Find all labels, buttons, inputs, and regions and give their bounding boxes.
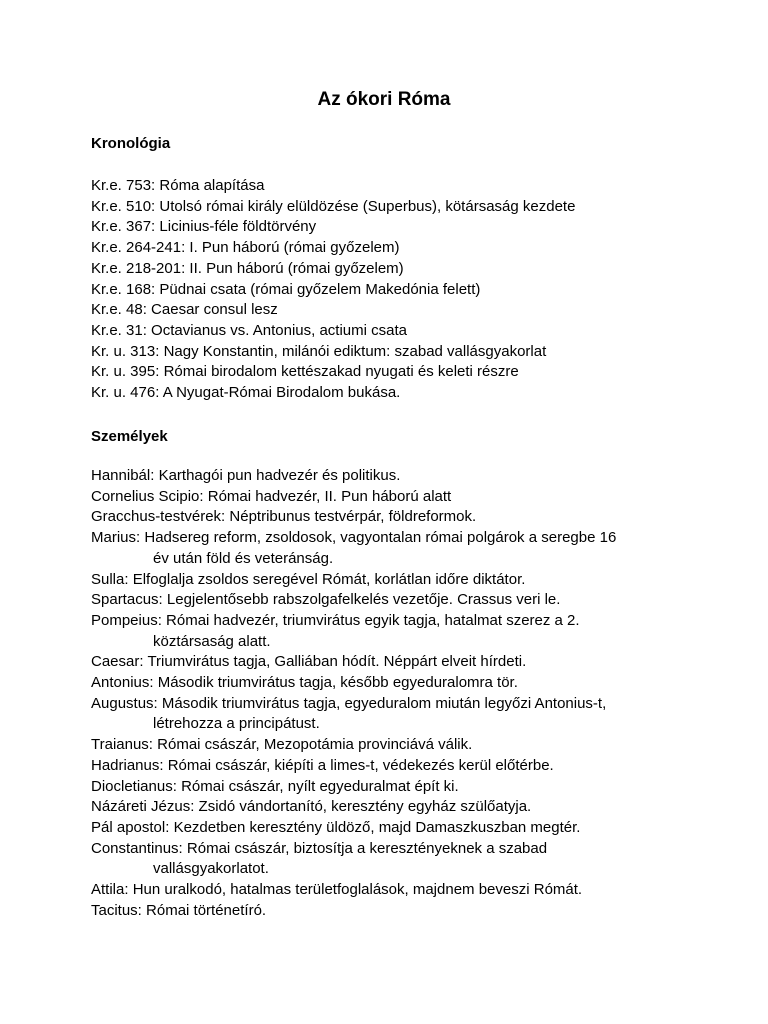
chronology-item [91, 259, 691, 280]
person-name: Názáreti Jézus: [91, 798, 195, 816]
person-description: Római császár, Mezopotámia provinciává válik. [157, 736, 473, 754]
person-description: Második triumvirátus tagja, később egyeduralomra tör. [157, 674, 518, 692]
person-item [91, 466, 691, 487]
person-name: Sulla: [91, 570, 129, 588]
chronology-date: Kr. u. 313: [91, 342, 160, 360]
person-description: Karthagói pun hadvezér és politikus. [158, 467, 401, 484]
chronology-item [91, 383, 691, 404]
chronology-text: Nagy Konstantin, milánói ediktum: szabad vallásgyakorlat [163, 342, 547, 360]
person-name: Tacitus: [91, 901, 142, 919]
person-item [91, 756, 691, 777]
person-description: Római császár, nyílt egyeduralmat épít ki. [181, 777, 459, 795]
chronology-date: Kr.e. 48: [91, 301, 147, 319]
person-description: Legjelentősebb rabszolgafelkelés vezetője. Crassus veri le. [166, 591, 561, 609]
person-name: Constantinus: [91, 839, 183, 857]
chronology-date: Kr.e. 510: [91, 197, 156, 215]
chronology-item [91, 217, 691, 238]
person-item [91, 735, 691, 756]
person-name: Traianus: [91, 736, 153, 754]
person-description: Római császár, kiépíti a limes-t, védekezés kerül előtérbe. [167, 756, 554, 774]
person-item [91, 777, 691, 798]
person-name: Spartacus: [91, 591, 163, 609]
chronology-item [91, 362, 691, 383]
chronology-item [91, 197, 691, 218]
person-item [91, 487, 691, 508]
person-description: Néptribunus testvérpár, földreformok. [229, 508, 477, 526]
chronology-item [91, 280, 691, 301]
chronology-date: Kr.e. 367: [91, 218, 156, 236]
person-description: Triumvirátus tagja, Galliában hódít. Néppárt elveit hírdeti. [147, 653, 527, 671]
person-name: Augustus: [91, 694, 158, 712]
person-name: Hannibál: [91, 467, 155, 484]
chronology-text: Utolsó római király elüldözése (Superbus), kötársaság kezdete [159, 197, 576, 215]
person-item [91, 839, 691, 880]
chronology-text: Caesar consul lesz [151, 301, 278, 319]
person-name: Marius: [91, 529, 141, 547]
person-item [91, 694, 691, 735]
chronology-text: Octavianus vs. Antonius, actiumi csata [151, 321, 407, 339]
person-item [91, 818, 691, 839]
person-description: Zsidó vándortanító, keresztény egyház szülőatyja. [198, 798, 532, 816]
person-item [91, 507, 691, 528]
chronology-date: Kr. u. 395: [91, 363, 160, 381]
chronology-item [91, 321, 691, 342]
person-description: Római hadvezér, triumvirátus egyik tagja, hatalmat szerez a 2. [166, 611, 580, 629]
person-item [91, 611, 691, 652]
person-description-continued: köztársaság alatt. [153, 632, 271, 650]
persons-list [91, 466, 691, 921]
person-name: Hadrianus: [91, 756, 164, 774]
chronology-item [91, 342, 691, 363]
person-description: Kezdetben keresztény üldöző, majd Damaszkuszban megtér. [173, 818, 581, 836]
person-item [91, 880, 691, 901]
chronology-list [91, 176, 691, 404]
chronology-date: Kr. u. 476: [91, 384, 160, 402]
chronology-text: I. Pun háború (római győzelem) [189, 239, 400, 257]
person-description: Második triumvirátus tagja, egyeduralom miután legyőzi Antonius-t, [161, 694, 607, 712]
person-description-continued: létrehozza a principátust. [153, 715, 320, 733]
person-description: Hun uralkodó, hatalmas területfoglalások, majdnem beveszi Rómát. [132, 881, 583, 899]
chronology-date: Kr.e. 31: [91, 321, 147, 339]
person-description: Hadsereg reform, zsoldosok, vagyontalan római polgárok a seregbe 16 [144, 529, 617, 547]
person-description: Elfoglalja zsoldos seregével Rómát, korlátlan időre diktátor. [132, 570, 526, 588]
person-description-continued: év után föld és veteránság. [153, 549, 334, 567]
person-name: Caesar: [91, 653, 144, 671]
person-name: Attila: [91, 881, 129, 899]
person-name: Pompeius: [91, 611, 162, 629]
chronology-date: Kr.e. 218-201: [91, 259, 186, 277]
person-description-continued: vallásgyakorlatot. [153, 860, 269, 878]
chronology-item [91, 300, 691, 321]
chronology-text: II. Pun háború (római győzelem) [189, 259, 404, 277]
person-name: Diocletianus: [91, 777, 177, 795]
chronology-text: Licinius-féle földtörvény [159, 218, 317, 236]
section-heading-szemelyek: Személyek [91, 428, 168, 445]
person-description: Római hadvezér, II. Pun háború alatt [207, 487, 452, 505]
person-item [91, 590, 691, 611]
chronology-item [91, 176, 691, 197]
chronology-item [91, 238, 691, 259]
person-name: Pál apostol: [91, 818, 170, 836]
page-title: Az ókori Róma [317, 89, 451, 110]
section-heading-kronologia: Kronológia [91, 135, 171, 152]
person-name: Gracchus-testvérek: [91, 508, 226, 526]
chronology-date: Kr.e. 264-241: [91, 239, 186, 257]
person-item [91, 673, 691, 694]
person-item [91, 570, 691, 591]
chronology-text: Püdnai csata (római győzelem Makedónia felett) [159, 280, 481, 298]
person-item [91, 528, 691, 569]
chronology-text: Római birodalom kettészakad nyugati és keleti részre [163, 363, 519, 381]
chronology-text: Róma alapítása [159, 177, 265, 194]
person-item [91, 797, 691, 818]
person-name: Cornelius Scipio: [91, 487, 204, 505]
chronology-text: A Nyugat-Római Birodalom bukása. [162, 384, 401, 402]
person-item [91, 652, 691, 673]
chronology-date: Kr.e. 168: [91, 280, 156, 298]
person-item [91, 901, 691, 922]
person-description: Római történetíró. [146, 901, 267, 919]
chronology-date: Kr.e. 753: [91, 177, 156, 194]
person-name: Antonius: [91, 674, 154, 692]
person-description: Római császár, biztosítja a keresztényeknek a szabad [186, 839, 548, 857]
